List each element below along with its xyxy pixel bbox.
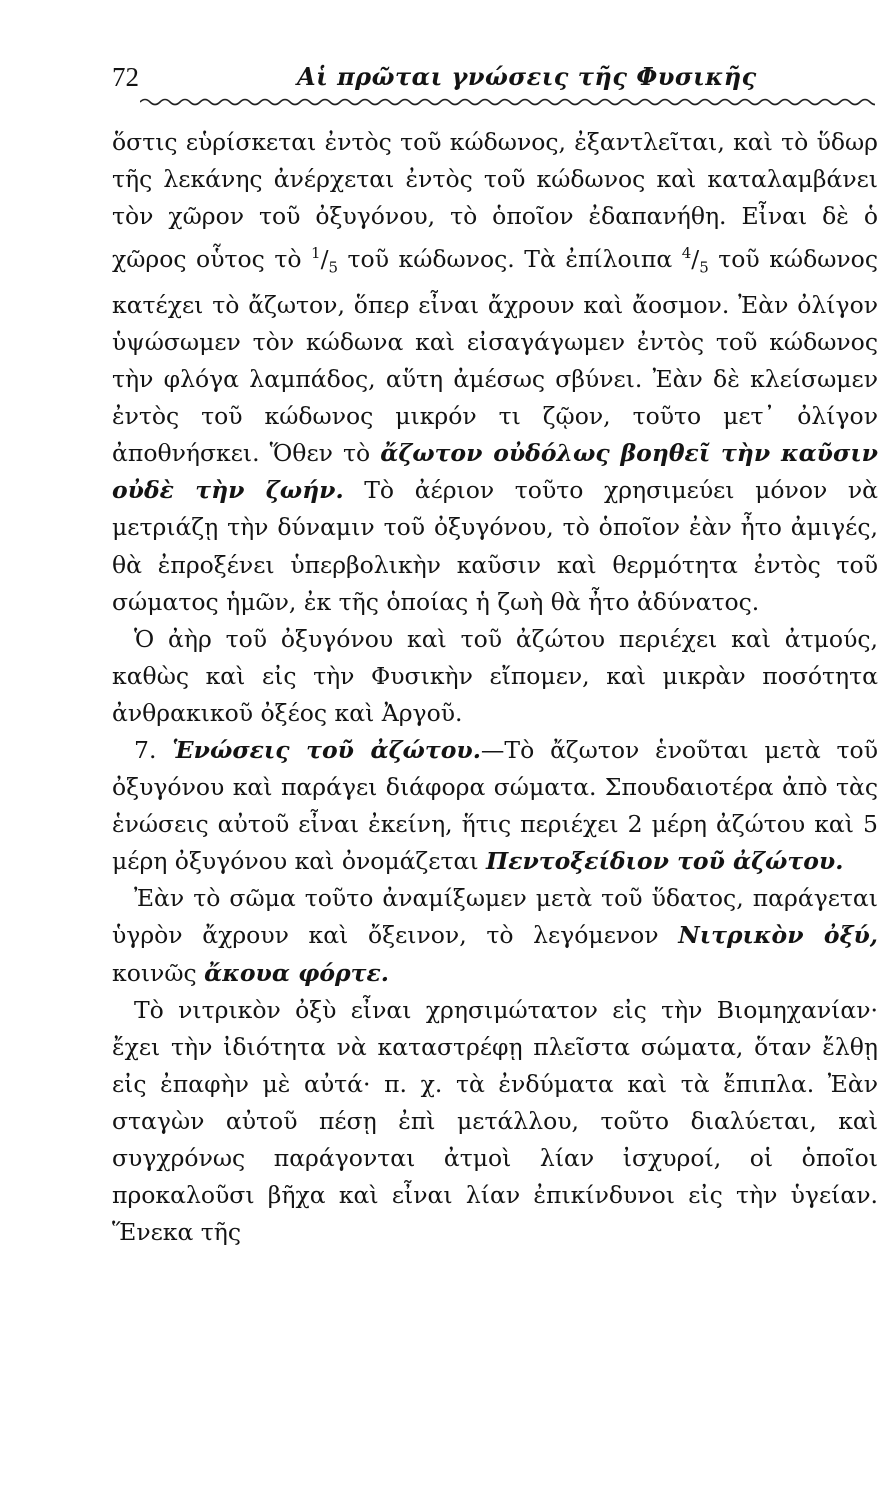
page-number: 72: [112, 62, 139, 92]
text-run: Τὸ νιτρικὸν ὀξὺ εἶναι χρησιμώτατον εἰς τὴν Βιομηχανίαν· ἔχει τὴν ἰδιότητα νὰ καταστρέφῃ πλεῖστα σώματα, ὅταν ἔλθῃ εἰς ἐπαφὴν μὲ αὐτά· π. χ. τὰ ἐνδύματα καὶ τὰ ἔπιπλα. Ἐὰν σταγὼν αὐτοῦ πέσῃ ἐπὶ μετάλλου, τοῦτο διαλύεται, καὶ συγχρόνως παράγονται ἀτμοὶ λίαν ἰσχυροί, οἱ ὁποῖοι προκαλοῦσι βῆχα καὶ εἶναι λίαν ἐπικίνδυνοι εἰς τὴν ὑγείαν. Ἕνεκα τῆς: [112, 995, 878, 1247]
bold-italic-term: Νιτρικὸν ὀξύ,: [678, 921, 878, 950]
fraction-denominator: 5: [699, 258, 709, 277]
fraction-denominator: 5: [328, 258, 339, 277]
text-run: /: [691, 245, 700, 274]
text-run: Τὸ ἀέριον τοῦτο χρησιμεύει μόνον νὰ μετριάζῃ τὴν δύναμιν τοῦ ὀξυγόνου, τὸ ὁποῖον ἐὰν ἦτο ἀμιγές, θὰ ἐπροξένει ὑπερβολικὴν καῦσιν καὶ θερμότητα ἐντὸς τοῦ σώματος ἡμῶν, ἐκ τῆς ὁποίας ἡ ζωὴ θὰ ἦτο ἀδύνατος.: [112, 476, 879, 616]
text-run: τοῦ κώδωνος. Τὰ ἐπίλοιπα: [338, 245, 682, 274]
paragraph: [112, 992, 878, 1252]
text-run: —Τὸ ἄζωτον ἑνοῦται μετὰ τοῦ ὀξυγόνου καὶ παράγει διάφορα σώματα. Σπουδαιοτέρα ἀπὸ τὰς ἑνώσεις αὐτοῦ εἶναι ἐκείνη, ἥτις περιέχει 2 μέρη ἀζώτου καὶ 5 μέρη ὀξυγόνου καὶ ὀνομάζεται: [112, 736, 878, 876]
text-run: Ὁ ἀὴρ τοῦ ὀξυγόνου καὶ τοῦ ἀζώτου περιέχει καὶ ἀτμούς, καθὼς καὶ εἰς τὴν Φυσικὴν εἴπομεν, καὶ μικρὰν ποσότητα ἀνθρακικοῦ ὀξέος καὶ Ἀργοῦ.: [112, 624, 878, 727]
paragraph: [112, 621, 878, 732]
text-run: /: [320, 245, 329, 274]
header-wavy-rule: [140, 96, 875, 108]
bold-italic-term: Ἑνώσεις τοῦ ἀζώτου.: [172, 736, 481, 765]
paragraph: [112, 124, 878, 621]
fraction-numerator: 1: [311, 244, 321, 263]
running-title: Αἱ πρῶται γνώσεις τῆς Φυσικῆς: [297, 62, 757, 91]
paragraph: [112, 880, 878, 991]
text-run: τοῦ κώδωνος κατέχει τὸ ἄζωτον, ὅπερ εἶναι ἄχρουν καὶ ἄοσμον. Ἐὰν ὀλίγον ὑψώσωμεν τὸν κώδωνα καὶ εἰσαγάγωμεν ἐντὸς τοῦ κώδωνος τὴν φλόγα λαμπάδος, αὕτη ἀμέσως σβύνει. Ἐὰν δὲ κλείσωμεν ἐντὸς τοῦ κώδωνος μικρόν τι ζῷον, τοῦτο μετ᾽ ὀλίγον ἀποθνήσκει. Ὅθεν τὸ: [112, 245, 878, 468]
fraction-numerator: 4: [681, 244, 692, 263]
text-run: 7.: [134, 736, 173, 765]
page-header: [112, 58, 872, 98]
bold-italic-term: ἄκουα φόρτε.: [204, 958, 389, 987]
bold-italic-term: Πεντοξείδιον τοῦ ἀζώτου.: [486, 847, 844, 876]
body-text: [112, 124, 878, 1251]
text-run: κοινῶς: [112, 958, 205, 987]
text-run: Ἐὰν τὸ σῶμα τοῦτο ἀναμίξωμεν μετὰ τοῦ ὕδατος, παράγεται ὑγρὸν ἄχρουν καὶ ὄξεινον, τὸ λεγόμενον: [112, 884, 878, 950]
paragraph: [112, 732, 878, 880]
bold-italic-term: ἄζωτον οὐδόλως βοηθεῖ τὴν καῦσιν οὐδὲ τὴν ζωήν.: [112, 439, 878, 505]
text-run: ὅστις εὑρίσκεται ἐντὸς τοῦ κώδωνος, ἐξαντλεῖται, καὶ τὸ ὕδωρ τῆς λεκάνης ἀνέρχεται ἐντὸς τοῦ κώδωνος καὶ καταλαμβάνει τὸν χῶρον τοῦ ὀξυγόνου, τὸ ὁποῖον ἐδαπανήθη. Εἶναι δὲ ὁ χῶρος οὗτος τὸ: [112, 128, 878, 274]
